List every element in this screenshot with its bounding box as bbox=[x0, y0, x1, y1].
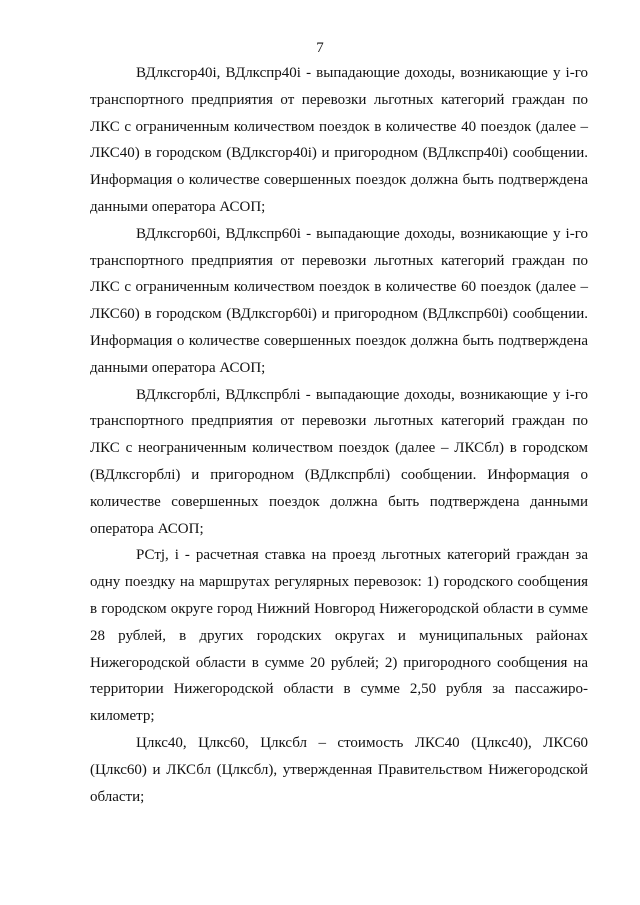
paragraph-vd-lks40: ВДлксгор40i, ВДлкспр40i - выпадающие доходы, возникающие у i-го транспортного предприятия от перевозки льготных категорий граждан по ЛКС с ограниченным количеством поездок в количестве 40 поездок (далее – ЛКС40) в городском (ВДлксгор40i) и пригородном (ВДлкспр40i) сообщении. Информация о количестве совершенных поездок должна быть подтверждена данными оператора АСОП; bbox=[90, 65, 588, 215]
page-number: 7 bbox=[316, 40, 324, 56]
paragraph-rate-definition: РСтj, i - расчетная ставка на проезд льготных категорий граждан за одну поездку на маршрутах регулярных перевозок: 1) городского сообщения в городском округе город Нижний Новгород Нижегородской области в сумме 28 рублей, в других городских округах и муниципальных районах Нижегородской области в сумме 20 рублей; 2) пригородного сообщения на территории Нижегородской области в сумме 2,50 рубля за пассажиро-километр; bbox=[90, 547, 588, 725]
document-body bbox=[90, 60, 588, 810]
paragraph-vd-lks60: ВДлксгор60i, ВДлкспр60i - выпадающие доходы, возникающие у i-го транспортного предприятия от перевозки льготных категорий граждан по ЛКС с ограниченным количеством поездок в количестве 60 поездок (далее – ЛКС60) в городском (ВДлксгор60i) и пригородном (ВДлкспр60i) сообщении. Информация о количестве совершенных поездок должна быть подтверждена данными оператора АСОП; bbox=[90, 225, 588, 376]
paragraph-vd-lksbl: ВДлксгорблi, ВДлкспрблi - выпадающие доходы, возникающие у i-го транспортного предприятия от перевозки льготных категорий граждан по ЛКС с неограниченным количеством поездок (далее – ЛКСбл) в городском (ВДлксгорблi) и пригородном (ВДлкспрблi) сообщении. Информация о количестве совершенных поездок должна быть подтверждена данными оператора АСОП; bbox=[90, 386, 588, 537]
paragraph-price-definition: Цлкс40, Цлкс60, Цлксбл – стоимость ЛКС40 (Цлкс40), ЛКС60 (Цлкс60) и ЛКСбл (Цлксбл), утвержденная Правительством Нижегородской области; bbox=[90, 734, 588, 805]
